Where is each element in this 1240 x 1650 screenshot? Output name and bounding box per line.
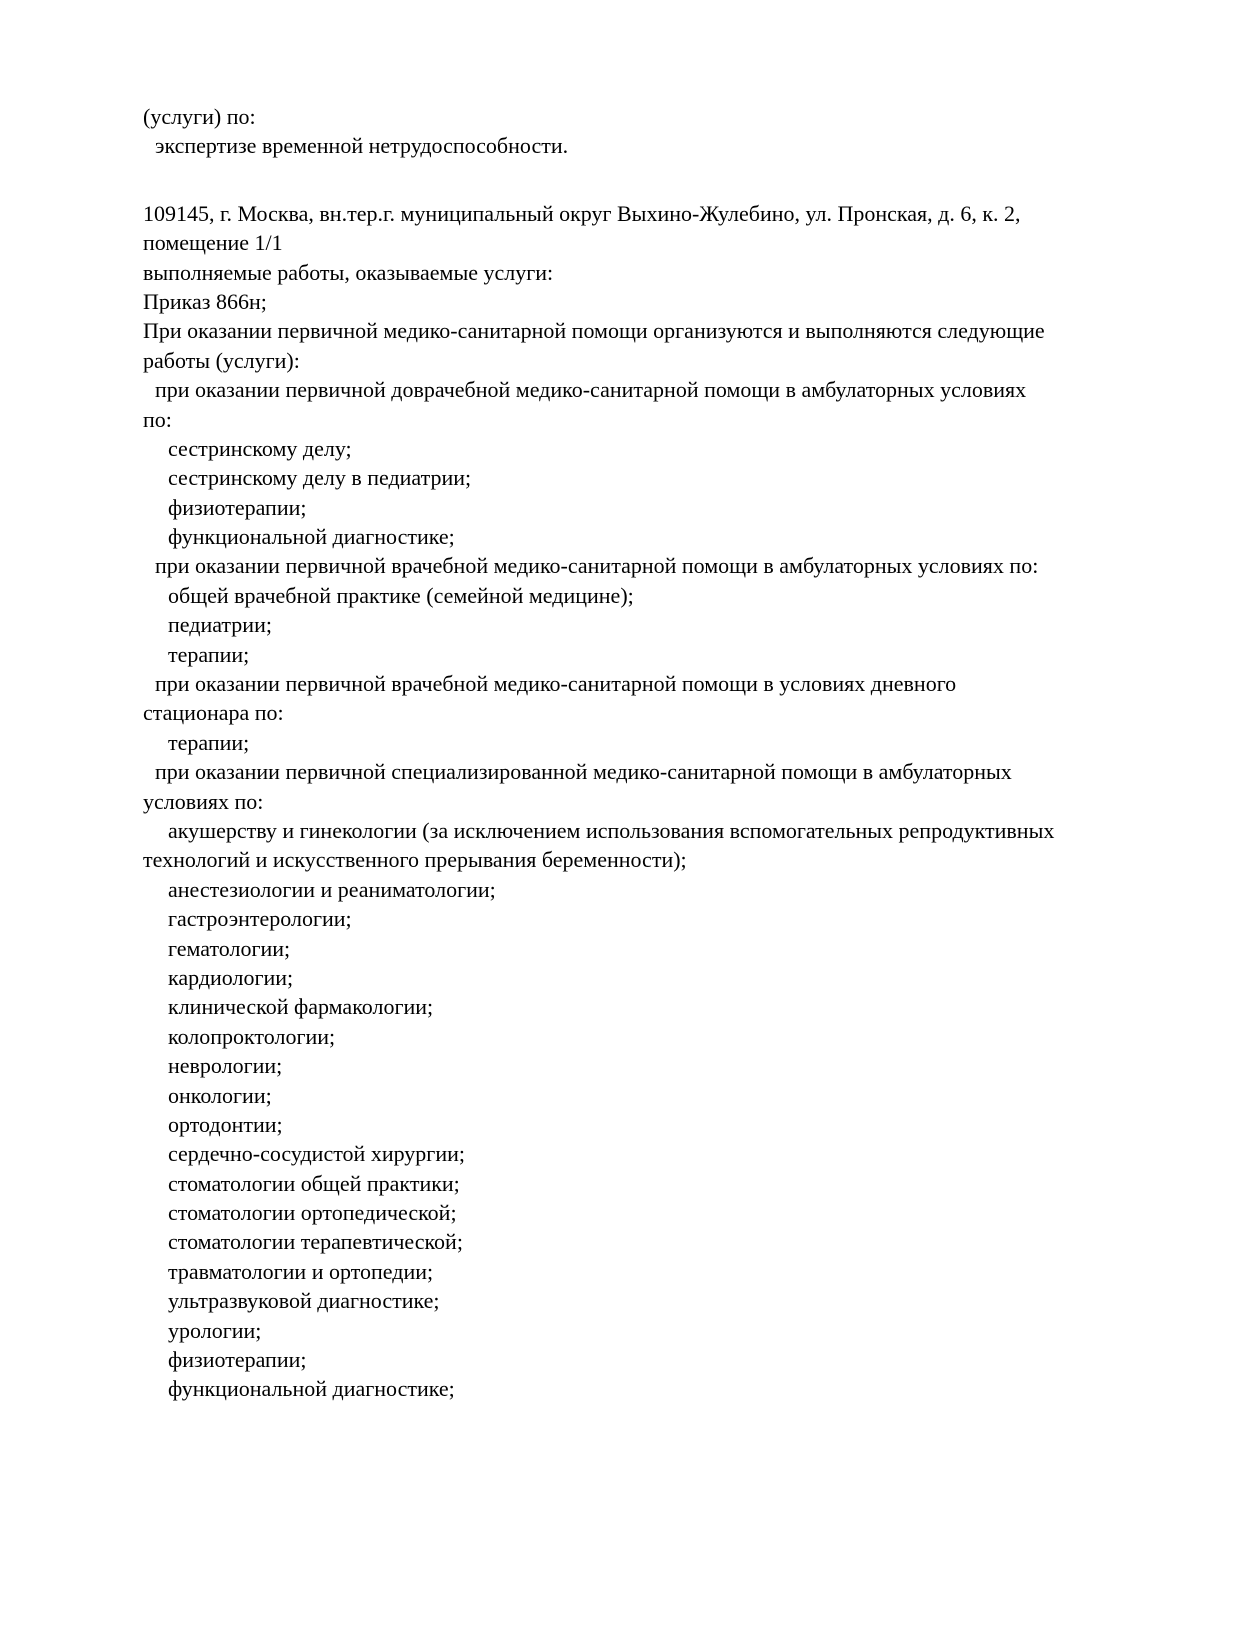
list-item: колопроктологии; — [168, 1023, 336, 1049]
section-heading: по: — [143, 406, 172, 432]
list-item: физиотерапии; — [168, 494, 307, 520]
list-item: клинической фармакологии; — [168, 994, 434, 1020]
section-heading: при оказании первичной доврачебной медико-санитарной помощи в амбулаторных условиях — [155, 377, 1027, 403]
list-item: функциональной диагностике; — [168, 1376, 455, 1402]
list-item: ультразвуковой диагностике; — [168, 1288, 440, 1314]
list-item: кардиологии; — [168, 964, 294, 990]
list-item: онкологии; — [168, 1082, 272, 1108]
list-item: функциональной диагностике; — [168, 524, 455, 550]
document-body — [143, 102, 1143, 1404]
section-heading: при оказании первичной специализированной медико-санитарной помощи в амбулаторных — [155, 759, 1012, 785]
list-item: терапии; — [168, 641, 250, 667]
list-item: акушерству и гинекологии (за исключением использования вспомогательных репродуктивных — [168, 817, 1055, 843]
list-item: сестринскому делу; — [168, 435, 352, 461]
address-line: помещение 1/1 — [143, 230, 283, 256]
list-item: гематологии; — [168, 935, 291, 961]
list-item: стоматологии терапевтической; — [168, 1229, 463, 1255]
list-item: общей врачебной практике (семейной медицине); — [168, 582, 634, 608]
section-heading: при оказании первичной врачебной медико-санитарной помощи в условиях дневного — [155, 671, 957, 697]
list-item: неврологии; — [168, 1053, 283, 1079]
list-item: педиатрии; — [168, 612, 272, 638]
text-line: выполняемые работы, оказываемые услуги: — [143, 259, 554, 285]
list-item: терапии; — [168, 729, 250, 755]
section-heading: условиях по: — [143, 788, 264, 814]
list-item: гастроэнтерологии; — [168, 906, 352, 932]
section-heading: при оказании первичной врачебной медико-санитарной помощи в амбулаторных условиях по: — [155, 553, 1039, 579]
list-item: травматологии и ортопедии; — [168, 1258, 434, 1284]
list-item: сестринскому делу в педиатрии; — [168, 465, 472, 491]
address-line: 109145, г. Москва, вн.тер.г. муниципальный округ Выхино-Жулебино, ул. Пронская, д. 6, к. 2, — [143, 200, 1021, 226]
section-heading: стационара по: — [143, 700, 284, 726]
text-line: (услуги) по: — [143, 104, 256, 129]
list-item: сердечно-сосудистой хирургии; — [168, 1141, 465, 1167]
list-item: стоматологии общей практики; — [168, 1170, 460, 1196]
list-item: физиотерапии; — [168, 1347, 307, 1373]
list-item: стоматологии ортопедической; — [168, 1200, 457, 1226]
text-line: При оказании первичной медико-санитарной помощи организуются и выполняются следующие — [143, 318, 1045, 344]
paragraph-gap — [143, 161, 1143, 199]
list-item: ортодонтии; — [168, 1111, 283, 1137]
list-item: анестезиологии и реаниматологии; — [168, 876, 496, 902]
text-line: экспертизе временной нетрудоспособности. — [155, 133, 569, 159]
list-item: урологии; — [168, 1317, 262, 1343]
list-item: технологий и искусственного прерывания беременности); — [143, 847, 687, 873]
order-reference: Приказ 866н; — [143, 288, 267, 314]
text-line: работы (услуги): — [143, 347, 300, 373]
